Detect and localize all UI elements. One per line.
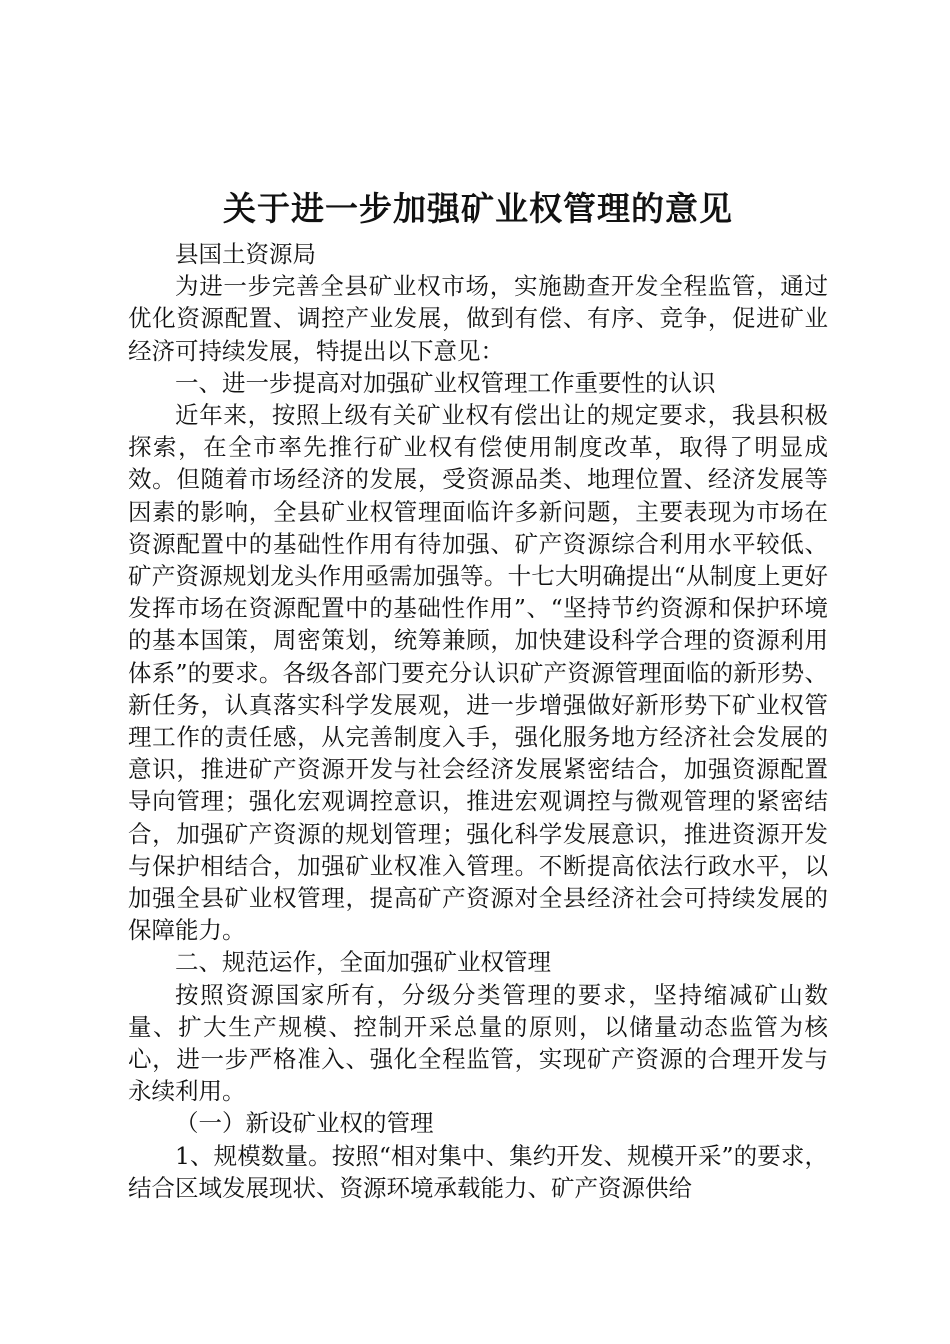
author-line: 县国土资源局 <box>175 240 316 268</box>
subsection-1-heading: （一）新设矿业权的管理 <box>175 1109 434 1138</box>
section-1-paragraph: 近年来，按照上级有关矿业权有偿出让的规定要求，我县积极探索，在全市率先推行矿业权有偿使用制度改革，取得了明显成效。但随着市场经济的发展，受资源品类、地理位置、经济发展等因素的影响，全县矿业权管理面临许多新问题，主要表现为市场在资源配置中的基础性作用有待加强、矿产资源综合利用水平较低、矿产资源规划龙头作用亟需加强等。十七大明确提出“从制度上更好发挥市场在资源配置中的基础性作用”、“坚持节约资源和保护环境的基本国策，周密策划，统筹兼顾，加快建设科学合理的资源利用体系”的要求。各级各部门要充分认识矿产资源管理面临的新形势、新任务，认真落实科学发展观，进一步增强做好新形势下矿业权管理工作的责任感，从完善制度入手，强化服务地方经济社会发展的意识，推进矿产资源开发与社会经济发展紧密结合，加强资源配置导向管理；强化宏观调控意识，推进宏观调控与微观管理的紧密结合，加强矿产资源的规划管理；强化科学发展意识，推进资源开发与保护相结合，加强矿业权准入管理。不断提高依法行政水平，以加强全县矿业权管理，提高矿产资源对全县经济社会可持续发展的保障能力。 <box>128 401 828 945</box>
section-2-paragraph: 按照资源国家所有，分级分类管理的要求，坚持缩减矿山数量、扩大生产规模、控制开采总量的原则，以储量动态监管为核心，进一步严格准入、强化全程监管，实现矿产资源的合理开发与永续利用。 <box>128 980 828 1106</box>
intro-paragraph: 为进一步完善全县矿业权市场，实施勘查开发全程监管，通过优化资源配置、调控产业发展，做到有偿、有序、竞争，促进矿业经济可持续发展，特提出以下意见： <box>128 272 828 365</box>
item-1-paragraph: 1、规模数量。按照“相对集中、集约开发、规模开采”的要求，结合区域发展现状、资源环境承载能力、矿产资源供给 <box>128 1141 828 1202</box>
section-2-heading: 二、规范运作，全面加强矿业权管理 <box>175 948 551 977</box>
document-title: 关于进一步加强矿业权管理的意见 <box>223 189 733 228</box>
section-1-heading: 一、进一步提高对加强矿业权管理工作重要性的认识 <box>175 368 716 397</box>
document-page <box>128 186 828 1204</box>
